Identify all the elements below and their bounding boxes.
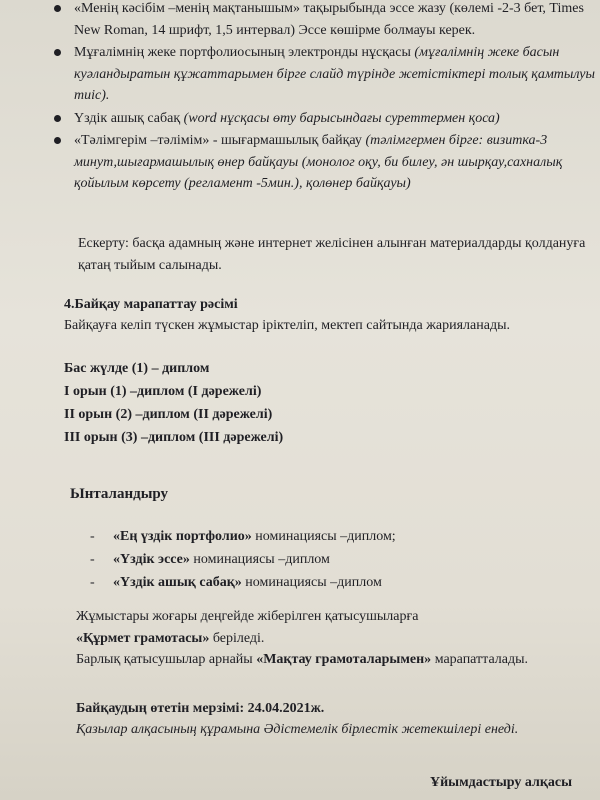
requirements-list [50,0,595,196]
honor-paragraph: Жұмыстары жоғары деңгейде жіберілген қатысушыларға «Құрмет грамотасы» беріледі. Барлық қатысушылар арнайы «Мақтау грамоталарымен» марапатталады. [76,609,529,667]
dash-icon: - [90,529,95,544]
list-item: Үздік ашық сабақ (word нұсқасы өту барысындағы суреттермен қоса) [50,108,595,130]
nomination-item: - «Үздік ашық сабақ» номинациясы –диплом [90,571,396,594]
list-item: «Тәлімгерім –тәлімім» - шығармашылық байқау (тәлімгермен бірге: визитка-3 минут,шығармашылық өнер байқауы (монолог оқу, би билеу, ән шырқау,сахналық қойылым көрсету (регламент -5мин.), қолөнер байқауы) [50,130,595,195]
jury-info: Қазылар алқасының құрамына Әдістемелік бірлестік жетекшілері енеді. [76,722,519,737]
bullet-icon [54,137,61,144]
nomination-item: - «Ең үздік портфолио» номинациясы –диплом; [90,525,396,548]
nomination-item: - «Үздік эссе» номинациясы –диплом [90,548,396,571]
award-item: I орын (1) –диплом (I дәрежелі) [64,384,262,399]
deadline-paragraph [76,698,591,740]
dash-icon: - [90,575,95,590]
award-item: Бас жүлде (1) – диплом [64,361,210,376]
list-item: «Менің кәсібім –менің мақтанышым» тақырыбында эссе жазу (көлемі -2-3 бет, Times New Roman, 14 шрифт, 1,5 интервал) Эссе көшірме болмауы керек. [50,0,595,41]
award-item: III орын (3) –диплом (III дәрежелі) [64,430,284,445]
bullet-icon [54,5,61,12]
list-item: Мұғалімнің жеке портфолиосының электронды нұсқасы (мұғалімнің жеке басын куәландыратын құжаттарымен бірге слайд түрінде жетістіктері толық қамтылуы тиіс). [50,42,595,107]
award-item: II орын (2) –диплом (II дәрежелі) [64,407,273,422]
awards-list [64,357,283,449]
section-text: Байқауға келіп түскен жұмыстар іріктеліп, мектеп сайтында жарияланады. [64,318,510,333]
dash-icon: - [90,552,95,567]
section-title: 4.Байқау марапаттау рәсімі [64,297,238,312]
nominations-list [90,525,396,594]
bullet-icon [54,49,61,56]
deadline-date: Байқаудың өтетін мерзімі: 24.04.2021ж. [76,701,325,716]
bullet-icon [54,115,61,122]
incentives-title: Ынталандыру [70,486,169,502]
warning-note: Ескерту: басқа адамның және интернет желісінен алынған материалдарды қолдануға қатаң тыйым салынады. [78,236,586,273]
section-awards-procedure [64,294,594,336]
organizer-signature: Ұйымдастыру алқасы [430,775,573,790]
